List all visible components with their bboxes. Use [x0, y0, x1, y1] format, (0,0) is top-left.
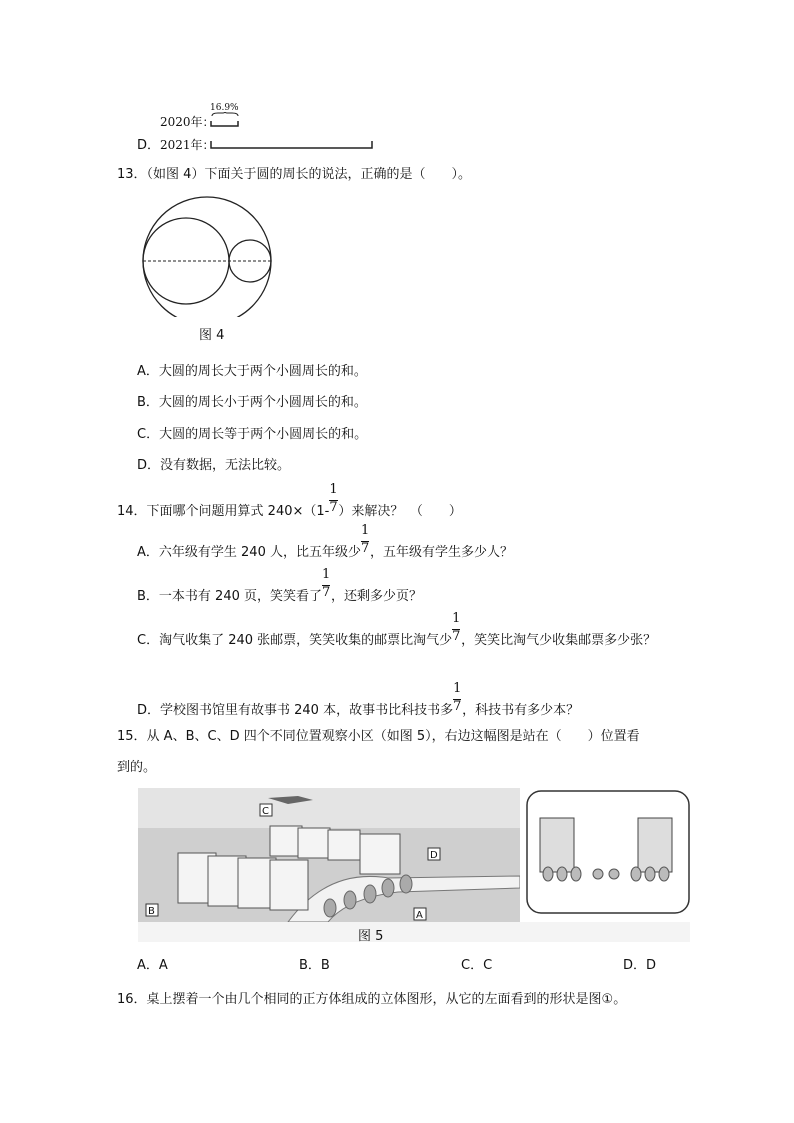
fraction-numerator: 1 — [453, 681, 462, 696]
q14-stem-pre: 14．下面哪个问题用算式 240×（1- — [117, 504, 330, 519]
q14-option-d — [137, 681, 580, 719]
q14-option-b — [137, 567, 423, 605]
fraction-numerator: 1 — [322, 567, 331, 582]
option-text: A．六年级有学生 240 人，比五年级少 — [137, 545, 361, 560]
fraction — [360, 523, 370, 561]
q15-option-d: D．D — [623, 958, 657, 973]
q15-stem-line2: 到的。 — [117, 760, 157, 775]
q13-option-c: C．大圆的周长等于两个小圆周长的和。 — [137, 427, 368, 442]
option-text: ，科技书有多少本？ — [462, 703, 580, 718]
fraction-denominator: 7 — [329, 500, 338, 515]
figure-4-caption: 图 4 — [199, 328, 225, 343]
marker-a: A — [416, 910, 423, 921]
option-text: ，还剩多少页？ — [331, 589, 423, 604]
bar-2021 — [210, 138, 375, 152]
fraction-denominator: 7 — [452, 629, 461, 644]
figure-5-view — [526, 790, 690, 914]
q13-option-a: A．大圆的周长大于两个小圆周长的和。 — [137, 364, 367, 379]
label-2020: 2020年： — [160, 115, 215, 129]
marker-c: C — [262, 806, 269, 817]
fraction-numerator: 1 — [360, 523, 370, 538]
brace-2020 — [210, 112, 240, 128]
q15-option-a: A．A — [137, 958, 168, 973]
q15-option-b: B．B — [299, 958, 330, 973]
option-text: ，笑笑比淘气少收集邮票多少张？ — [461, 633, 657, 648]
q14-stem-post: ）来解决？ （ ） — [338, 504, 462, 519]
option-text: ，五年级有学生多少人？ — [369, 545, 513, 560]
option-text: C．淘气收集了 240 张邮票，笑笑收集的邮票比淘气少 — [137, 633, 453, 648]
marker-b: B — [148, 906, 155, 917]
fraction-denominator: 7 — [322, 585, 331, 600]
q13-option-d: D．没有数据，无法比较。 — [137, 458, 291, 473]
option-d-label: D． — [137, 138, 161, 153]
q15-option-c: C．C — [461, 958, 493, 973]
q15-stem-line1: 15．从 A、B、C、D 四个不同位置观察小区（如图 5），右边这幅图是站在（ ）位置看 — [117, 729, 640, 744]
q13-option-b: B．大圆的周长小于两个小圆周长的和。 — [137, 395, 367, 410]
label-2021: 2021年： — [160, 138, 215, 152]
figure-4-circles — [140, 195, 280, 317]
figure-5-caption: 图 5 — [358, 929, 384, 944]
fraction-denominator: 7 — [453, 699, 462, 714]
option-text: D．学校图书馆里有故事书 240 本，故事书比科技书多 — [137, 703, 454, 718]
fraction — [329, 482, 338, 520]
percent-label: 16.9% — [210, 103, 239, 113]
fraction-numerator: 1 — [329, 482, 338, 497]
figure-5-neighborhood — [138, 788, 520, 922]
q16-stem: 16．桌上摆着一个由几个相同的正方体组成的立体图形，从它的左面看到的形状是图①。 — [117, 992, 627, 1007]
q14-stem — [117, 482, 462, 520]
fraction-numerator: 1 — [452, 611, 461, 626]
fraction-denominator: 7 — [360, 541, 370, 556]
q14-option-a — [137, 523, 513, 561]
fraction — [453, 681, 462, 719]
q13-stem: 13．（如图 4）下面关于圆的周长的说法，正确的是（ ）。 — [117, 167, 471, 182]
option-text: B．一本书有 240 页，笑笑看了 — [137, 589, 322, 604]
q14-option-c — [137, 611, 657, 649]
fraction — [452, 611, 461, 649]
marker-d: D — [430, 850, 438, 861]
fraction — [322, 567, 331, 605]
